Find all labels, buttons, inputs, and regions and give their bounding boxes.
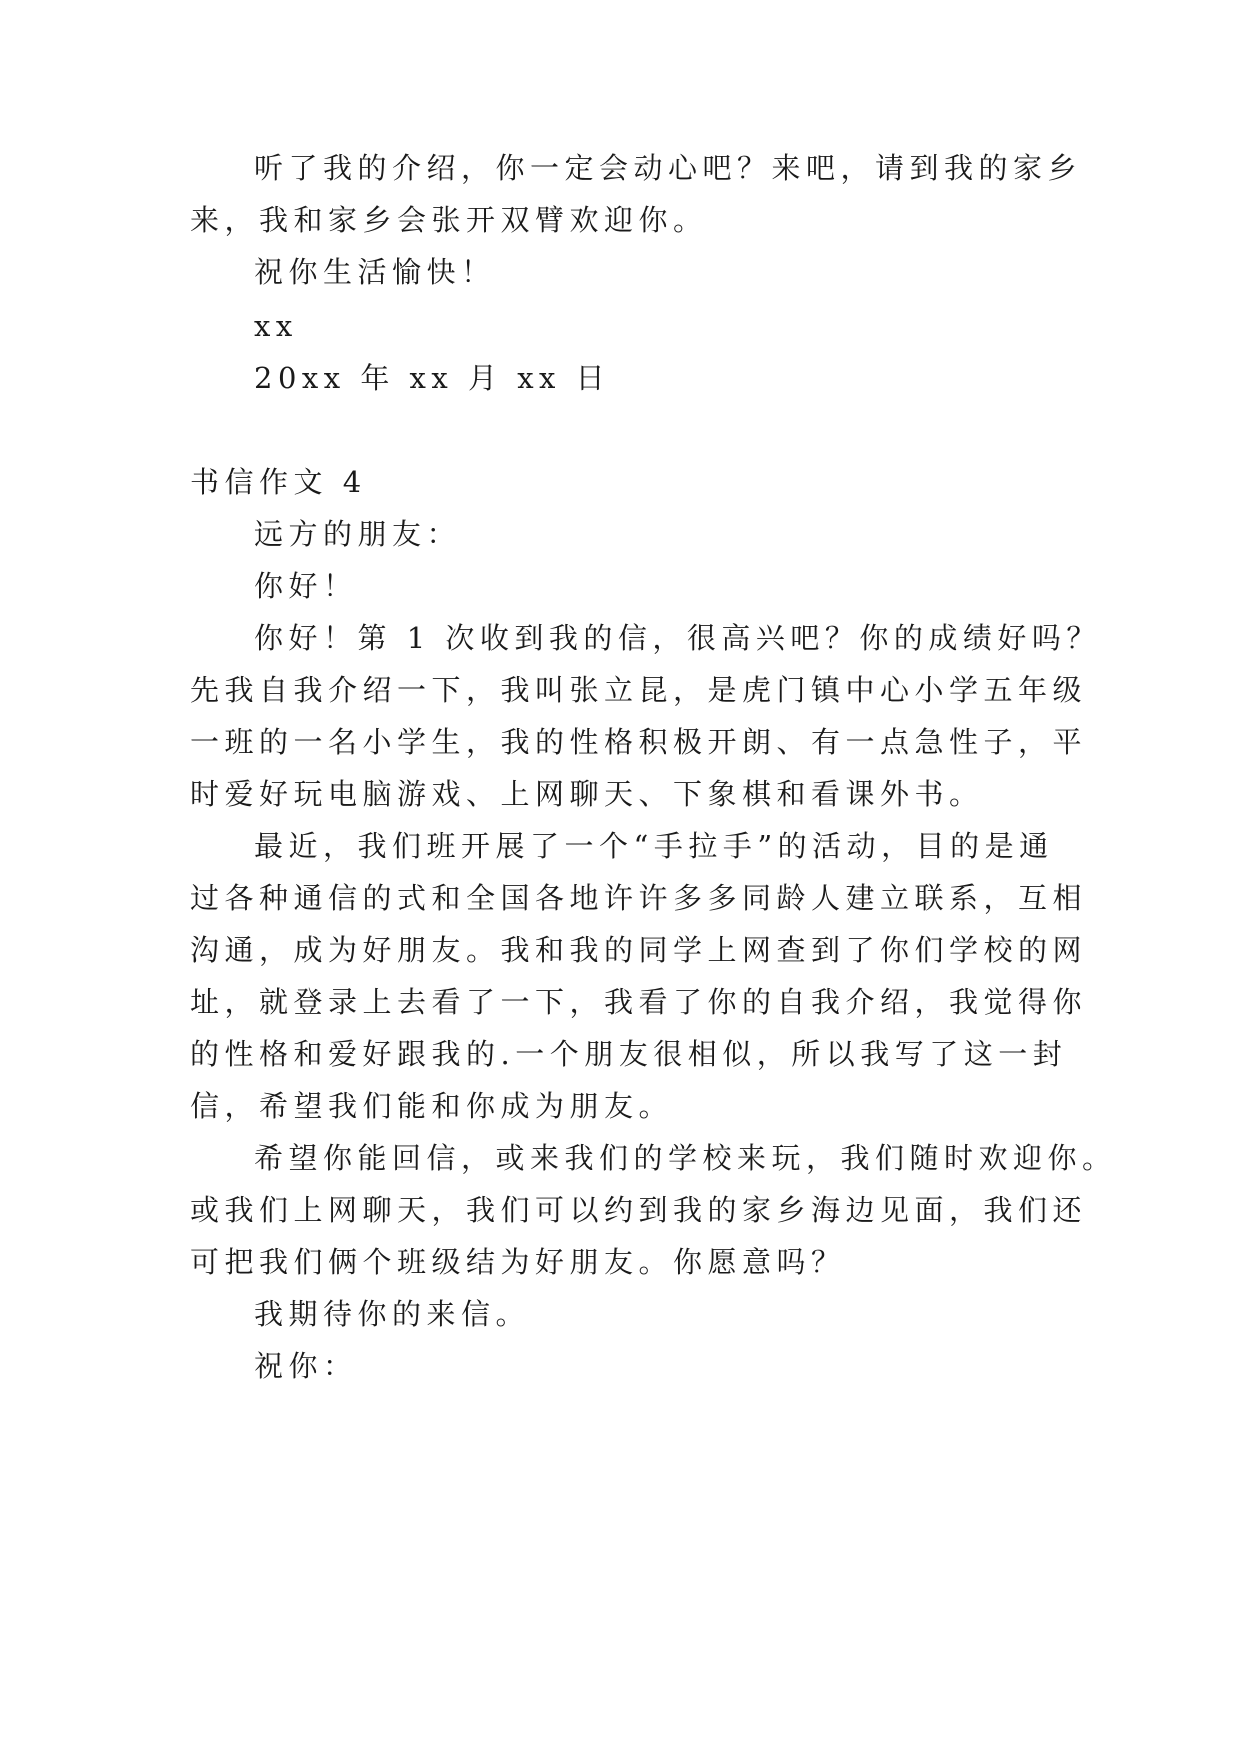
paragraph-line: 址，就登录上去看了一下，我看了你的自我介绍，我觉得你 — [190, 985, 1088, 1019]
paragraph-line: 一班的一名小学生，我的性格积极开朗、有一点急性子，平 — [190, 725, 1088, 759]
paragraph-line: 我期待你的来信。 — [254, 1297, 531, 1331]
signature-date: 20xx 年 xx 月 xx 日 — [254, 361, 611, 395]
letter-hello: 你好！ — [254, 569, 358, 603]
letter-greeting: 远方的朋友： — [254, 517, 462, 551]
paragraph-line: 最近，我们班开展了一个“手拉手”的活动，目的是通 — [254, 829, 1054, 863]
paragraph-line: 先我自我介绍一下，我叫张立昆，是虎门镇中心小学五年级 — [190, 673, 1088, 707]
paragraph-line: 希望你能回信，或来我们的学校来玩，我们随时欢迎你。 — [254, 1141, 1117, 1175]
letter-closing: 祝你： — [254, 1349, 358, 1383]
paragraph-line: 信，希望我们能和你成为朋友。 — [190, 1089, 674, 1123]
paragraph-line: 听了我的介绍，你一定会动心吧？来吧，请到我的家乡 — [254, 151, 1083, 185]
paragraph-line: 或我们上网聊天，我们可以约到我的家乡海边见面，我们还 — [190, 1193, 1088, 1227]
paragraph-line: 可把我们俩个班级结为好朋友。你愿意吗？ — [190, 1245, 846, 1279]
paragraph-line: 时爱好玩电脑游戏、上网聊天、下象棋和看课外书。 — [190, 777, 984, 811]
signature-name: xx — [254, 309, 298, 343]
paragraph-line: 来，我和家乡会张开双臂欢迎你。 — [190, 203, 708, 237]
paragraph-line: 的性格和爱好跟我的.一个朋友很相似，所以我写了这一封 — [190, 1037, 1068, 1071]
closing-wish: 祝你生活愉快！ — [254, 255, 496, 289]
paragraph-line: 你好！第 1 次收到我的信，很高兴吧？你的成绩好吗？ — [254, 621, 1101, 655]
section-title: 书信作文 4 — [190, 465, 367, 499]
paragraph-line: 过各种通信的式和全国各地许许多多同龄人建立联系，互相 — [190, 881, 1088, 915]
paragraph-line: 沟通，成为好朋友。我和我的同学上网查到了你们学校的网 — [190, 933, 1088, 967]
